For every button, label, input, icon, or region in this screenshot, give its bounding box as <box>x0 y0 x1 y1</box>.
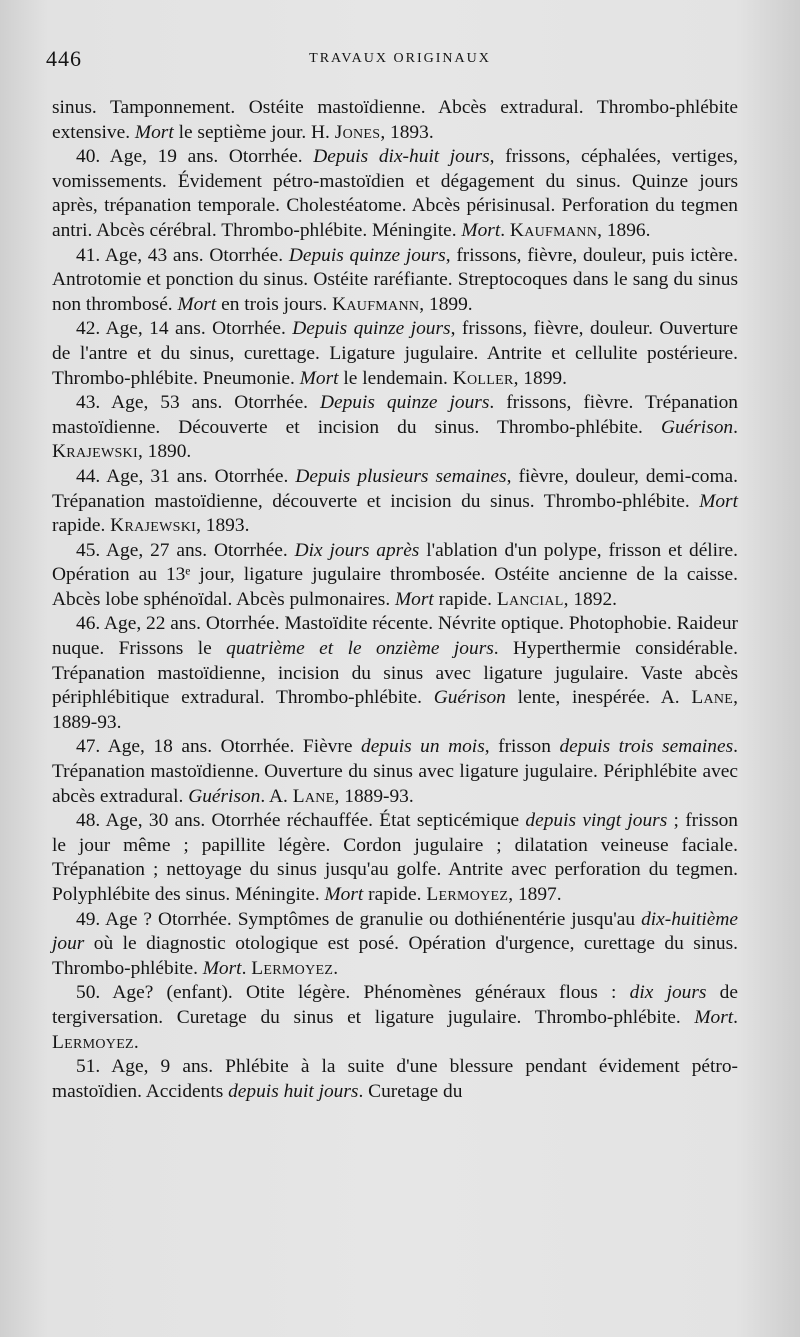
italic-text: Mort <box>134 121 174 143</box>
case-paragraph <box>52 735 738 809</box>
text-segment: de tergiversation. Curetage du sinus et ligature jugulaire. Thrombo-phlébite. <box>52 982 738 1028</box>
case-paragraph <box>52 981 738 1055</box>
italic-text: Mort <box>699 490 738 512</box>
running-head: TRAVAUX ORIGINAUX <box>309 51 491 66</box>
text-segment: , 1892. <box>563 588 617 610</box>
text-segment: 51. Age, 9 ans. Phlébite à la suite d'une blessure pendant évidement pétro-mastoïdien. Accidents <box>52 1056 738 1102</box>
text-segment: . <box>733 416 738 438</box>
text-segment: 41. Age, 43 ans. Otorrhée. <box>76 244 289 266</box>
text-segment: le septième jour. H. <box>173 121 335 143</box>
italic-text: dix-huitième jour <box>52 908 738 955</box>
text-segment: lente, inespérée. A. <box>505 687 692 709</box>
italic-text: depuis un mois <box>361 736 485 758</box>
case-paragraph <box>52 244 738 318</box>
text-segment: . <box>733 1006 738 1028</box>
text-segment: 42. Age, 14 ans. Otorrhée. <box>76 318 293 340</box>
text-segment: . <box>241 957 252 979</box>
text-segment: 46. Age, 22 ans. Otorrhée. Mastoïdite récente. Névrite optique. Photophobie. Raideur nuque. Frissons le <box>52 613 738 660</box>
text-segment: . <box>133 1031 139 1053</box>
author-name: Lermoyez <box>52 1031 134 1053</box>
case-paragraph <box>52 809 738 907</box>
text-segment: rapide. <box>52 515 111 537</box>
text-segment: . A. <box>260 785 293 807</box>
page-number: 446 <box>46 46 82 71</box>
case-paragraph <box>52 612 738 735</box>
text-segment: , frissons, céphalées, vertiges, vomissements. Évidement pétro-mastoïdien et dégagement du sinus. Quinze jours après, trépanation temporale. Cholestéatome. Abcès périsinusal. Perforation du tegmen antri. Abcès cérébral. Thrombo-phlébite. Méningite. <box>52 146 739 241</box>
italic-text: Depuis dix-huit jours <box>313 146 490 168</box>
italic-text: Mort <box>202 957 242 979</box>
body-text <box>52 96 738 1104</box>
text-segment: le lendemain. <box>338 367 453 389</box>
author-name: Kaufmann <box>509 219 598 241</box>
italic-text: Mort <box>324 884 364 905</box>
italic-text: Mort <box>177 293 217 315</box>
italic-text: depuis vingt jours <box>525 810 668 832</box>
author-name: Lermoyez <box>251 957 334 979</box>
case-paragraph <box>52 465 738 539</box>
case-paragraph <box>52 539 738 613</box>
case-paragraph <box>52 317 738 391</box>
text-segment: ; frisson le jour même ; papillite légère. Cordon jugulaire ; dilatation veineuse faciale. Trépanation ; nettoyage du sinus jusqu'au golfe. Antrite avec perforation du tegmen. Polyphlébite des sinus. Méningite. <box>52 810 739 905</box>
italic-text: Dix jours après <box>294 539 420 561</box>
text-segment: , 1889-93. <box>52 687 738 733</box>
text-segment: . Hyperthermie considérable. Trépanation mastoïdienne, incision du sinus avec ligature jugulaire. Vaste abcès périphlébitique extradural. Thrombo-phlébite. <box>52 638 738 709</box>
text-segment: où le diagnostic otologique est posé. Opération d'urgence, curettage du sinus. Thrombo-phlébite. <box>52 933 738 979</box>
text-segment: rapide. <box>363 884 427 905</box>
text-segment: , frissons, fièvre, douleur. Ouverture de l'antre et du sinus, curettage. Ligature jugulaire. Antrite et cellulite postérieure. Thrombo-phlébite. Pneumonie. <box>52 318 738 389</box>
text-segment: , frisson <box>484 736 560 758</box>
text-segment: 49. Age ? Otorrhée. Symptômes de granulie ou dothiénentérie jusqu'au <box>76 908 642 930</box>
case-paragraph <box>52 1055 738 1104</box>
author-name: Jones <box>334 121 381 143</box>
italic-text: Depuis quinze jours <box>320 392 490 414</box>
author-name: Lane <box>292 785 335 807</box>
italic-text: Mort <box>299 367 339 389</box>
italic-text: depuis trois semaines <box>559 736 734 758</box>
author-name: Lane <box>691 687 734 709</box>
text-segment: . frissons, fièvre. Trépanation mastoïdienne. Découverte et incision du sinus. Thrombo-phlébite. <box>52 392 738 438</box>
text-segment: 40. Age, 19 ans. Otorrhée. <box>76 146 314 168</box>
text-segment: , frissons, fièvre, douleur, puis ictère. Antrotomie et ponction du sinus. Ostéite raréfiante. Streptocoques dans le sang du sinus non thrombosé. <box>52 244 738 315</box>
text-segment: , fièvre, douleur, demi-coma. Trépanation mastoïdienne, découverte et incision du sinus. Thrombo-phlébite. <box>52 465 738 512</box>
case-paragraph <box>52 96 738 145</box>
text-segment: en trois jours. <box>216 293 333 315</box>
text-segment: 45. Age, 27 ans. Otorrhée. <box>76 539 295 561</box>
text-segment: . <box>333 957 339 979</box>
author-name: Krajewski <box>110 515 197 537</box>
text-segment: rapide. <box>433 588 497 610</box>
text-segment: . Trépanation mastoïdienne. Ouverture du sinus avec ligature jugulaire. Périphlébite avec abcès extradural. <box>52 736 738 807</box>
case-paragraph <box>52 908 738 982</box>
text-segment: , 1893. <box>380 121 434 143</box>
author-name: Lancial <box>496 588 564 610</box>
italic-text: Mort <box>694 1006 734 1028</box>
text-segment: , 1899. <box>419 293 473 315</box>
italic-text: Depuis quinze jours <box>288 244 446 266</box>
text-segment: 50. Age? (enfant). Otite légère. Phénomènes généraux flous : <box>76 982 630 1004</box>
text-segment: 47. Age, 18 ans. Otorrhée. Fièvre <box>76 736 361 758</box>
text-segment: . <box>500 219 510 241</box>
italic-text: Guérison <box>433 687 506 709</box>
italic-text: Guérison <box>660 416 734 438</box>
author-name: Lermoyez <box>426 884 509 905</box>
italic-text: dix jours <box>629 982 707 1004</box>
text-segment: . Curetage du <box>358 1080 463 1102</box>
text-segment: 48. Age, 30 ans. Otorrhée réchauffée. État septicémique <box>76 810 526 832</box>
text-segment: l'ablation d'un polype, frisson et délire. Opération au 13ᵉ jour, ligature jugulaire thrombosée. Ostéite ancienne de la caisse. Abcès lobe sphénoïdal. Abcès pulmonaires. <box>52 539 738 610</box>
text-segment: , 1897. <box>508 884 562 905</box>
italic-text: Guérison <box>188 785 261 807</box>
italic-text: quatrième et le onzième jours <box>226 638 494 660</box>
italic-text: Mort <box>395 588 434 610</box>
text-segment: 44. Age, 31 ans. Otorrhée. <box>76 465 296 487</box>
text-segment: , 1896. <box>597 219 651 241</box>
italic-text: depuis huit jours <box>228 1080 359 1102</box>
italic-text: Depuis plusieurs semaines <box>295 465 507 487</box>
case-paragraph <box>52 391 738 465</box>
case-paragraph <box>52 145 738 243</box>
author-name: Krajewski <box>52 441 138 463</box>
text-segment: , 1890. <box>137 441 192 463</box>
text-segment: , 1889-93. <box>334 785 414 807</box>
text-segment: sinus. Tamponnement. Ostéite mastoïdienne. Abcès extradural. Thrombo-phlébite extensive. <box>52 97 738 143</box>
text-segment: , 1899. <box>513 367 567 389</box>
author-name: Kaufmann <box>332 293 420 315</box>
author-name: Koller <box>452 367 514 389</box>
italic-text: Depuis quinze jours <box>292 318 451 340</box>
italic-text: Mort <box>461 219 501 241</box>
text-segment: 43. Age, 53 ans. Otorrhée. <box>76 392 320 414</box>
page-header <box>46 46 754 76</box>
text-segment: , 1893. <box>196 515 250 537</box>
